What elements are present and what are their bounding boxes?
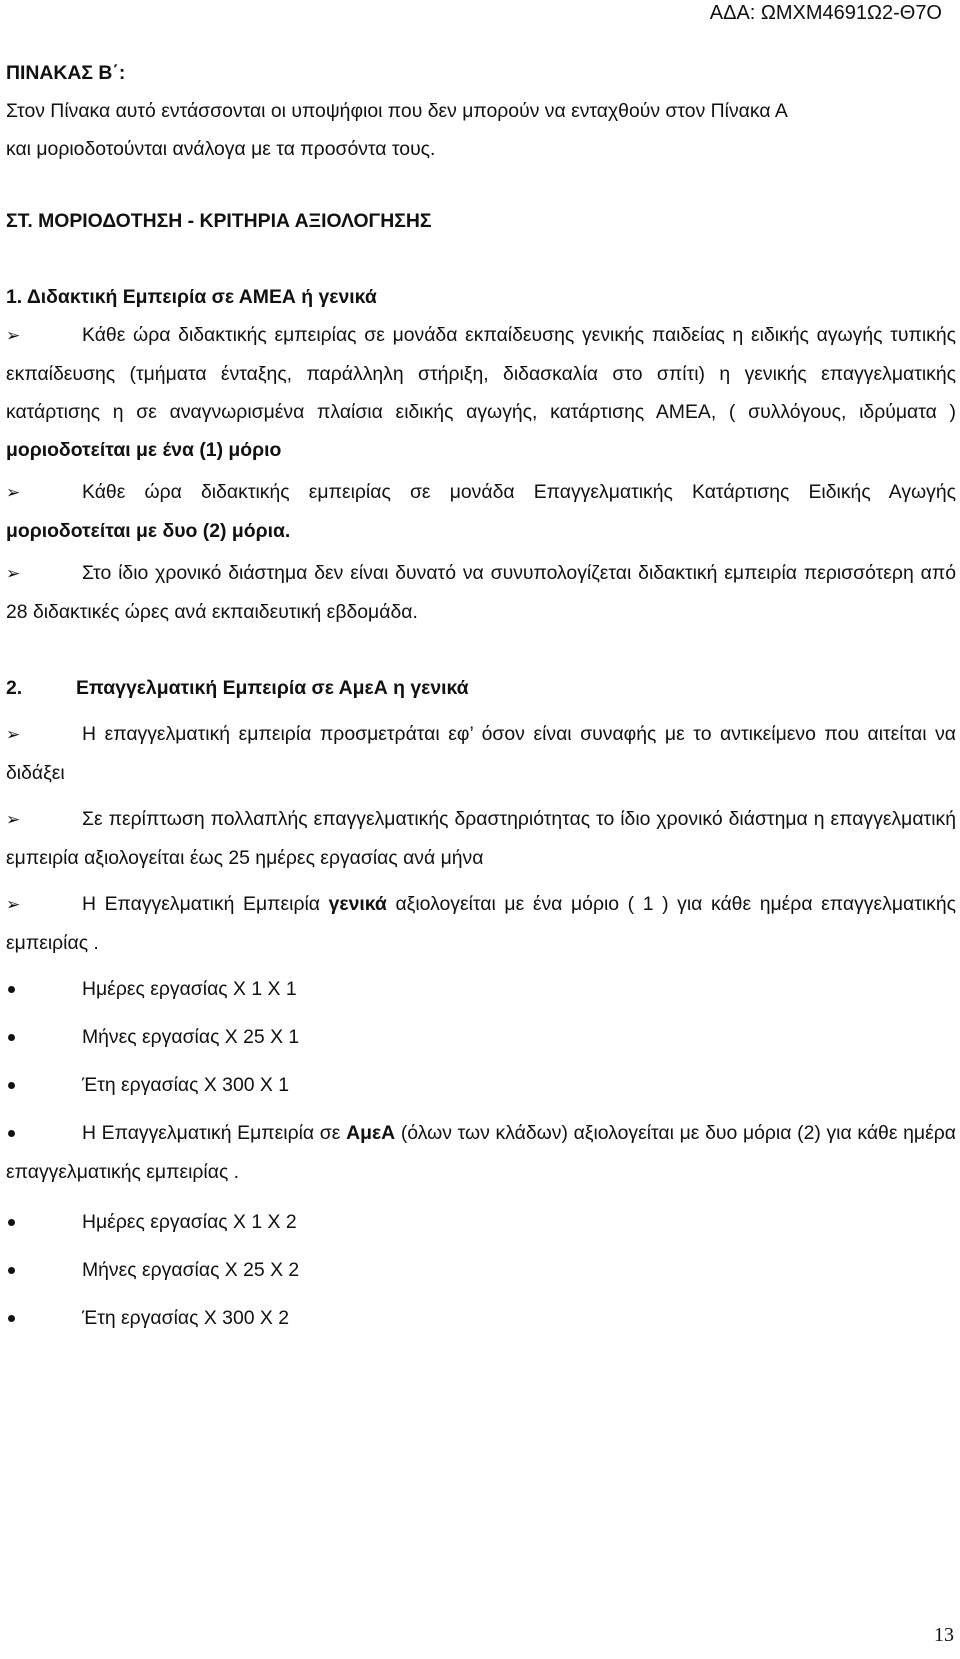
sec2-heading [6, 669, 956, 707]
ada-code: ΑΔΑ: ΩΜΧΜ4691Ω2-Θ7Ο [709, 2, 942, 24]
bullet-dot-icon [6, 1252, 82, 1290]
arrow-bullet-icon: ➢ [6, 895, 21, 914]
list-item [6, 1203, 956, 1242]
sec2-bullet-3-pre: Η Επαγγελματική Εμπειρία [82, 893, 320, 915]
amea-list [6, 1203, 956, 1338]
list-item [6, 1018, 956, 1057]
sec1-bullet-3-text: Στο ίδιο χρονικό διάστημα δεν είναι δυνατό να συνυπολογίζεται διδακτική εμπειρία περισσότερη από 28 διδακτικές ώρες ανά εκπαιδευτική εβδομάδα. [6, 562, 956, 623]
list-item [6, 1066, 956, 1105]
sec1-bullet-2-bold: μοριοδοτείται με δυο (2) μόρια. [6, 520, 291, 542]
sec2-amea-bullet [6, 1114, 956, 1191]
sec1-number: 1. [6, 286, 23, 308]
amea-item-2: Μήνες εργασίας Χ 25 Χ 2 [82, 1259, 300, 1281]
sec1-bullet-1 [6, 316, 956, 469]
pinakas-b-title: ΠΙΝΑΚΑΣ Β΄: [6, 62, 126, 84]
amea-item-3: Έτη εργασίας Χ 300 Χ 2 [82, 1307, 290, 1329]
general-list [6, 970, 956, 1105]
sec2-amea-pre: Η Επαγγελματική Εμπειρία σε [82, 1122, 341, 1144]
page-number: 13 [934, 1624, 954, 1646]
amea-item-1: Ημέρες εργασίας Χ 1 Χ 2 [82, 1211, 297, 1233]
sec2-amea-post: (όλων των κλάδων) αξιολογείται με δυο μόρια (2) για κάθε ημέρα επαγγελματικής εμπειρίας . [6, 1122, 956, 1183]
sec1-bullet-3 [6, 554, 956, 631]
list-item [6, 1251, 956, 1290]
section-st-title: ΣΤ. ΜΟΡΙΟΔΟΤΗΣΗ - ΚΡΙΤΗΡΙΑ ΑΞΙΟΛΟΓΗΣΗΣ [6, 210, 432, 232]
arrow-bullet-icon: ➢ [6, 483, 21, 502]
sec1-title: Διδακτική Εμπειρία σε ΑΜΕΑ ή γενικά [26, 286, 377, 308]
list-item [6, 970, 956, 1009]
arrow-bullet-icon: ➢ [6, 810, 21, 829]
pinakas-b-line2: και μοριοδοτούνται ανάλογα με τα προσόντα τους. [6, 138, 436, 160]
sec2-title: Επαγγελματική Εμπειρία σε ΑμεΑ η γενικά [76, 677, 469, 699]
sec2-number: 2. [6, 677, 23, 699]
bullet-dot-icon [6, 1067, 82, 1105]
sec2-bullet-3-bold: γενικά [328, 893, 387, 915]
sec1-bullet-2 [6, 473, 956, 550]
sec2-bullet-3 [6, 885, 956, 962]
arrow-bullet-icon: ➢ [6, 725, 21, 744]
sec1-bullet-1-bold: μοριοδοτείται με ένα (1) μόριο [6, 439, 282, 461]
document-body [6, 54, 956, 1347]
bullet-dot-icon [6, 1115, 82, 1153]
general-item-2: Μήνες εργασίας Χ 25 Χ 1 [82, 1026, 300, 1048]
arrow-bullet-icon: ➢ [6, 564, 21, 583]
arrow-bullet-icon: ➢ [6, 326, 21, 345]
sec2-bullet-2 [6, 800, 956, 877]
general-item-1: Ημέρες εργασίας Χ 1 Χ 1 [82, 978, 297, 1000]
list-item [6, 1299, 956, 1338]
bullet-dot-icon [6, 1204, 82, 1242]
bullet-dot-icon [6, 1019, 82, 1057]
general-item-3: Έτη εργασίας Χ 300 Χ 1 [82, 1074, 290, 1096]
sec2-bullet-2-text: Σε περίπτωση πολλαπλής επαγγελματικής δραστηριότητας το ίδιο χρονικό διάστημα η επαγγελματική εμπειρία αξιολογείται έως 25 ημέρες εργασίας ανά μήνα [6, 808, 956, 869]
sec2-bullet-3-post: αξιολογείται με ένα μόριο ( 1 ) για κάθε ημέρα επαγγελματικής εμπειρίας . [6, 893, 956, 954]
sec2-bullet-1-text: Η επαγγελματική εμπειρία προσμετράται εφ’ όσον είναι συναφής με το αντικείμενο που αιτείται να διδάξει [6, 723, 956, 784]
bullet-dot-icon [6, 1300, 82, 1338]
bullet-dot-icon [6, 971, 82, 1009]
sec1-heading [6, 278, 956, 316]
sec1-bullet-1-text: Κάθε ώρα διδακτικής εμπειρίας σε μονάδα εκπαίδευσης γενικής παιδείας η ειδικής αγωγής τυπικής εκπαίδευσης (τμήματα ένταξης, παράλληλη στήριξη, διδασκαλία στο σπίτι) η γενικής επαγγελματικής κατάρτισης η σε αναγνωρισμένα πλαίσια ειδικής αγωγής, κατάρτισης ΑΜΕΑ, ( συλλόγους, ιδρύματα ) [6, 324, 956, 423]
pinakas-b-line1: Στον Πίνακα αυτό εντάσσονται οι υποψήφιοι που δεν μπορούν να ενταχθούν στον Πίνακα Α [6, 100, 788, 122]
sec1-bullet-2-text: Κάθε ώρα διδακτικής εμπειρίας σε μονάδα Επαγγελματικής Κατάρτισης Ειδικής Αγωγής [82, 481, 956, 503]
sec2-amea-bold: ΑμεΑ [346, 1122, 396, 1144]
sec2-bullet-1 [6, 715, 956, 792]
